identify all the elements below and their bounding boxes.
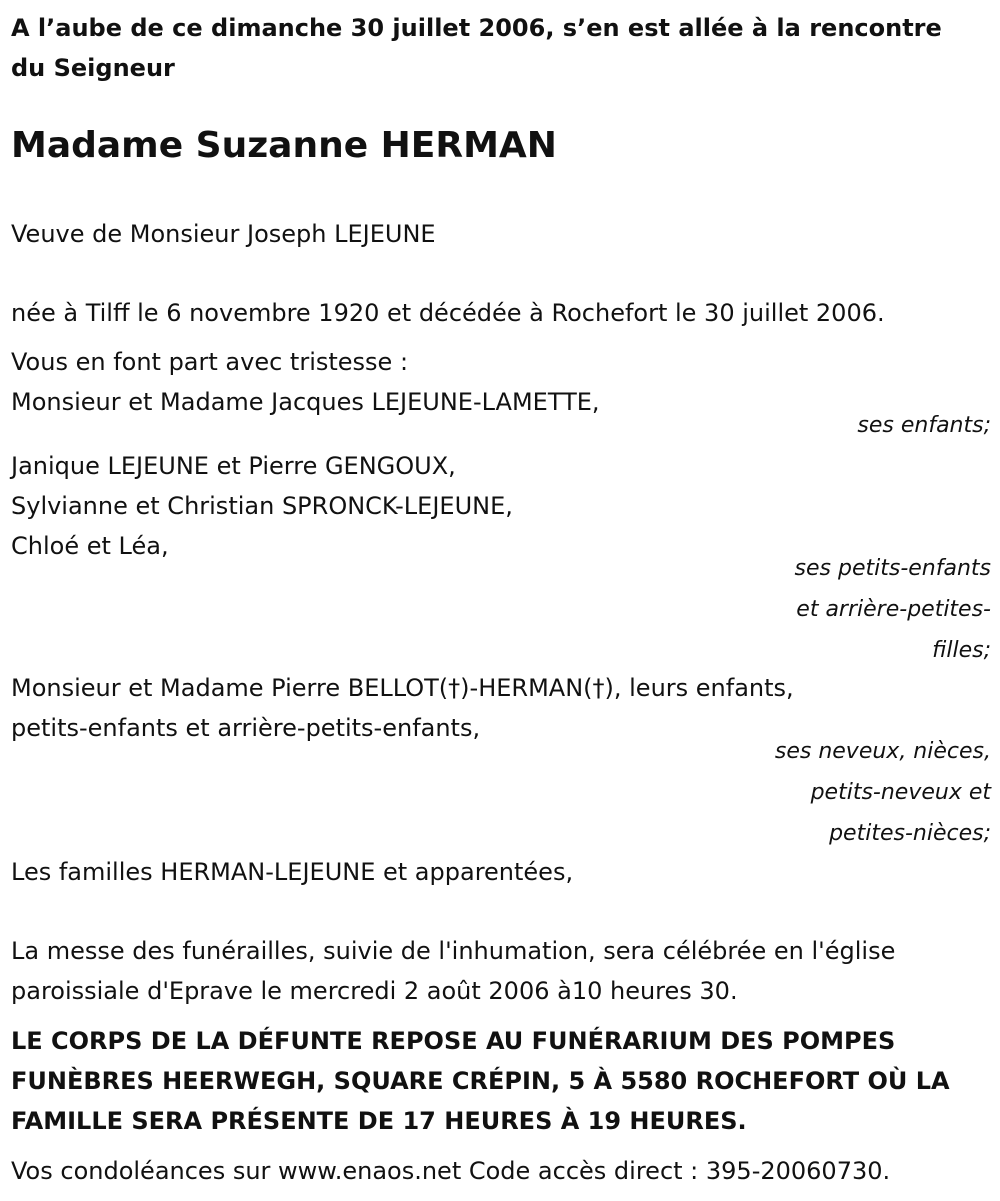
grandchildren-relation-1: ses petits-enfants [794,556,991,581]
grandchildren-line-3: Chloé et Léa, [11,532,169,560]
intro-line-1: A l’aube de ce dimanche 30 juillet 2006, s’en est allée à la rencontre [11,14,942,42]
nephews-relation-3: petites-nièces; [829,821,991,846]
grandchildren-relation-3: filles; [932,638,991,663]
mass-line-1: La messe des funérailles, suivie de l'inhumation, sera célébrée en l'église [11,937,896,965]
notice-line-2: FUNÈBRES HEERWEGH, SQUARE CRÉPIN, 5 À 5580 ROCHEFORT OÙ LA [11,1067,950,1095]
mass-details [11,931,991,1011]
grandchildren-line-1: Janique LEJEUNE et Pierre GENGOUX, [11,452,456,480]
deceased-name: Madame Suzanne HERMAN [11,125,557,166]
condolences-line: Vos condoléances sur www.enaos.net Code accès direct : 395-20060730. [11,1157,891,1185]
grandchildren-relation-2: et arrière-petites- [796,597,991,622]
nephews-relation-2: petits-neveux et [810,780,991,805]
funeral-home-notice [11,1021,991,1141]
birth-death-dates: née à Tilff le 6 novembre 1920 et décédée à Rochefort le 30 juillet 2006. [11,299,885,327]
nephews-line-1: Monsieur et Madame Pierre BELLOT(†)-HERMAN(†), leurs enfants, [11,674,794,702]
children-relation: ses enfants; [857,413,991,438]
widow-of: Veuve de Monsieur Joseph LEJEUNE [11,220,436,248]
notice-line-1: LE CORPS DE LA DÉFUNTE REPOSE AU FUNÉRARIUM DES POMPES [11,1027,896,1055]
children-names: Monsieur et Madame Jacques LEJEUNE-LAMETTE, [11,388,600,416]
notice-line-3: FAMILLE SERA PRÉSENTE DE 17 HEURES À 19 HEURES. [11,1107,747,1135]
announcement-line: Vous en font part avec tristesse : [11,348,409,376]
grandchildren-relation [11,548,991,671]
nephews-relation-1: ses neveux, nièces, [774,739,991,764]
nephews-relation [11,731,991,854]
intro-text [11,8,991,88]
nephews-line-2: petits-enfants et arrière-petits-enfants, [11,714,481,742]
intro-line-2: du Seigneur [11,54,175,82]
families-line: Les familles HERMAN-LEJEUNE et apparentées, [11,858,574,886]
grandchildren-line-2: Sylvianne et Christian SPRONCK-LEJEUNE, [11,492,513,520]
mass-line-2: paroissiale d'Eprave le mercredi 2 août 2006 à10 heures 30. [11,977,738,1005]
